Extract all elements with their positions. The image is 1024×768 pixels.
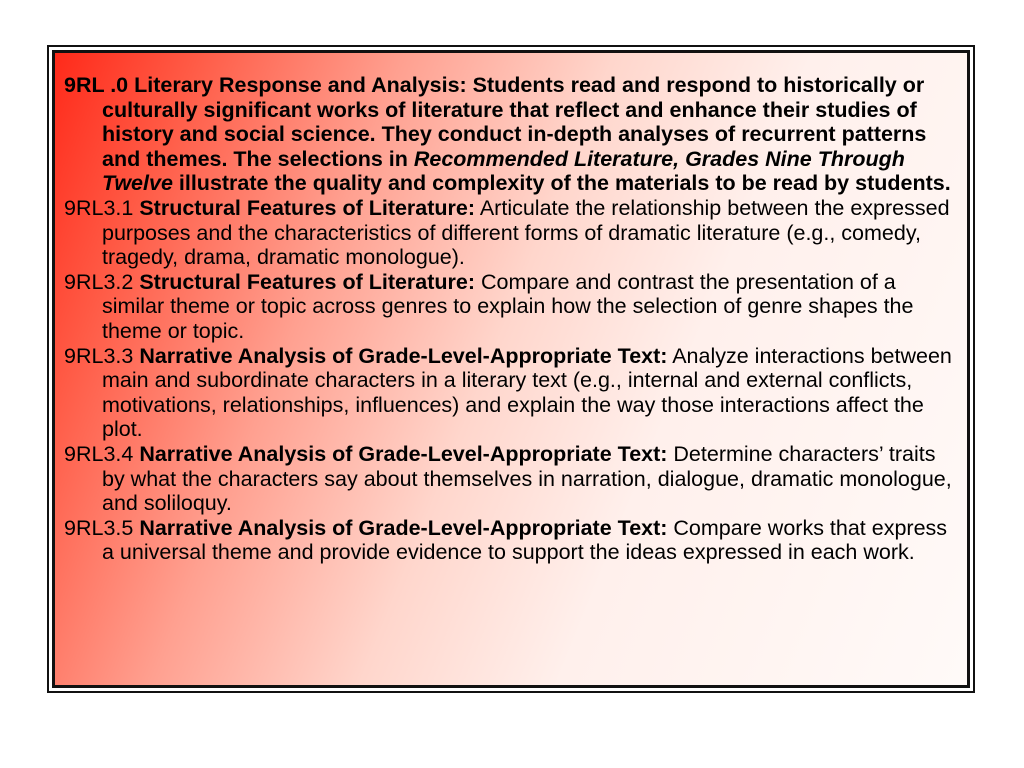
standard-item bbox=[64, 442, 959, 516]
standard-code: 9RL3.2 bbox=[64, 269, 134, 294]
standard-item bbox=[64, 516, 959, 565]
standard-text: Compare works that express a universal theme and provide evidence to support the ideas expressed in each work. bbox=[102, 515, 948, 565]
standard-heading: Narrative Analysis of Grade-Level-Appropriate Text: bbox=[139, 441, 668, 466]
standard-text: Determine characters’ traits by what the characters say about themselves in narration, dialogue, dramatic monologue, and soliloquy. bbox=[102, 441, 952, 516]
slide-panel bbox=[52, 50, 970, 688]
standard-heading: Narrative Analysis of Grade-Level-Appropriate Text: bbox=[139, 515, 668, 540]
slide-frame bbox=[47, 45, 975, 693]
intro-text: Literary Response and Analysis: Students read and respond to historically or culturally significant works of literature that reflect and enhance their studies of history and social science. They conduct in-depth analyses of recurrent patterns and themes. The selections in bbox=[102, 73, 927, 171]
standard-item bbox=[64, 344, 959, 442]
standard-text: Articulate the relationship between the expressed purposes and the characteristics of different forms of dramatic literature (e.g., comedy, tragedy, drama, dramatic monologue). bbox=[102, 195, 950, 270]
standards-list bbox=[64, 73, 959, 565]
standard-item bbox=[64, 196, 959, 270]
standard-item bbox=[64, 270, 959, 344]
standard-code: 9RL3.3 bbox=[64, 343, 134, 368]
standard-heading: Narrative Analysis of Grade-Level-Appropriate Text: bbox=[139, 343, 668, 368]
intro-text-after: illustrate the quality and complexity of the materials to be read by students. bbox=[178, 171, 951, 196]
intro-italic-title: Recommended Literature, Grades Nine Through Twelve bbox=[102, 146, 905, 196]
standard-text: Analyze interactions between main and subordinate characters in a literary text (e.g., internal and external conflicts, motivations, relationships, influences) and explain the way those interactions affect the plot. bbox=[102, 343, 952, 442]
intro-code: 9RL .0 bbox=[64, 73, 129, 97]
standard-code: 9RL3.4 bbox=[64, 441, 134, 466]
intro-standard bbox=[64, 73, 959, 196]
standard-text: Compare and contrast the presentation of a similar theme or topic across genres to explain how the selection of genre shapes the theme or topic. bbox=[102, 269, 914, 343]
standard-heading: Structural Features of Literature: bbox=[139, 195, 476, 220]
standard-code: 9RL3.5 bbox=[64, 515, 134, 540]
standard-code: 9RL3.1 bbox=[64, 195, 134, 220]
standard-heading: Structural Features of Literature: bbox=[139, 269, 476, 294]
